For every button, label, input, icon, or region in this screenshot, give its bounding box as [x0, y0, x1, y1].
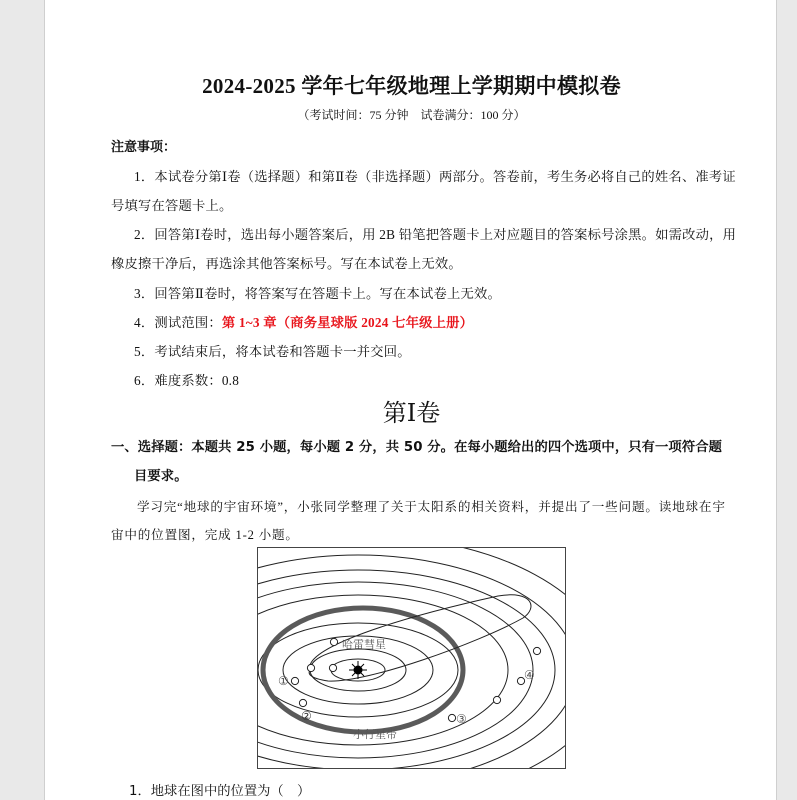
test-scope-highlight: 第 1~3 章（商务星球版 2024 七年级上册） [221, 315, 474, 330]
marker-4-label: ④ [524, 668, 535, 682]
intro-line-2: 宙中的位置图，完成 1-2 小题。 [111, 528, 299, 542]
marker-3-label: ③ [456, 712, 467, 726]
question-1: 1．地球在图中的位置为（ ） [129, 784, 311, 799]
planet-jupiter [493, 696, 500, 703]
question-heading-line-1: 一、选择题：本题共 25 小题，每小题 2 分，共 50 分。在每小题给出的四个选项中，只有一项符合题 [111, 440, 723, 455]
note-2-line-1: 2．回答第Ⅰ卷时，选出每小题答案后，用 2B 铅笔把答题卡上对应题目的答案标号涂黑。如需改动，用 [134, 227, 737, 242]
note-4 [134, 312, 473, 331]
note-1-line-2: 号填写在答题卡上。 [111, 198, 233, 213]
note-3: 3．回答第Ⅱ卷时，将答案写在答题卡上。写在本试卷上无效。 [134, 286, 502, 301]
exam-title: 2024-2025 学年七年级地理上学期期中模拟卷 [202, 74, 621, 98]
orbit-8 [258, 555, 566, 769]
note-4-prefix: 4．测试范围： [134, 315, 222, 330]
solar-system-diagram [257, 547, 566, 769]
planet-mercury [329, 664, 336, 671]
marker-2-label: ② [301, 709, 312, 723]
planet-outer [533, 647, 540, 654]
note-2-line-2: 橡皮擦干净后，再选涂其他答案标号。写在本试卷上无效。 [111, 256, 462, 271]
notes-heading: 注意事项： [111, 140, 177, 155]
note-5: 5．考试结束后，将本试卷和答题卡一并交回。 [134, 344, 411, 359]
orbit-9 [258, 548, 566, 769]
planet-marker-2 [299, 699, 306, 706]
planet-venus [307, 664, 314, 671]
halley-comet-label: 哈雷彗星 [342, 638, 386, 651]
question-heading-line-2: 目要求。 [134, 469, 188, 484]
planet-marker-1 [291, 677, 298, 684]
solar-system-svg [258, 548, 566, 769]
section-title: 第Ⅰ卷 [382, 401, 441, 427]
exam-subtitle: （考试时间：75 分钟 试卷满分：100 分） [297, 108, 526, 122]
asteroid-belt-label: 小行星带 [353, 728, 397, 741]
halley-comet-marker [330, 638, 337, 645]
intro-line-1: 学习完“地球的宇宙环境”，小张同学整理了关于太阳系的相关资料，并提出了一些问题。读地球在宇 [137, 500, 726, 514]
note-6: 6．难度系数：0.8 [134, 373, 240, 388]
orbit-5 [258, 595, 508, 745]
planet-marker-3 [448, 714, 455, 721]
document-page [44, 0, 777, 800]
note-1-line-1: 1．本试卷分第Ⅰ卷（选择题）和第Ⅱ卷（非选择题）两部分。答卷前，考生务必将自己的姓名、准考证 [134, 169, 736, 184]
marker-1-label: ① [278, 674, 289, 688]
